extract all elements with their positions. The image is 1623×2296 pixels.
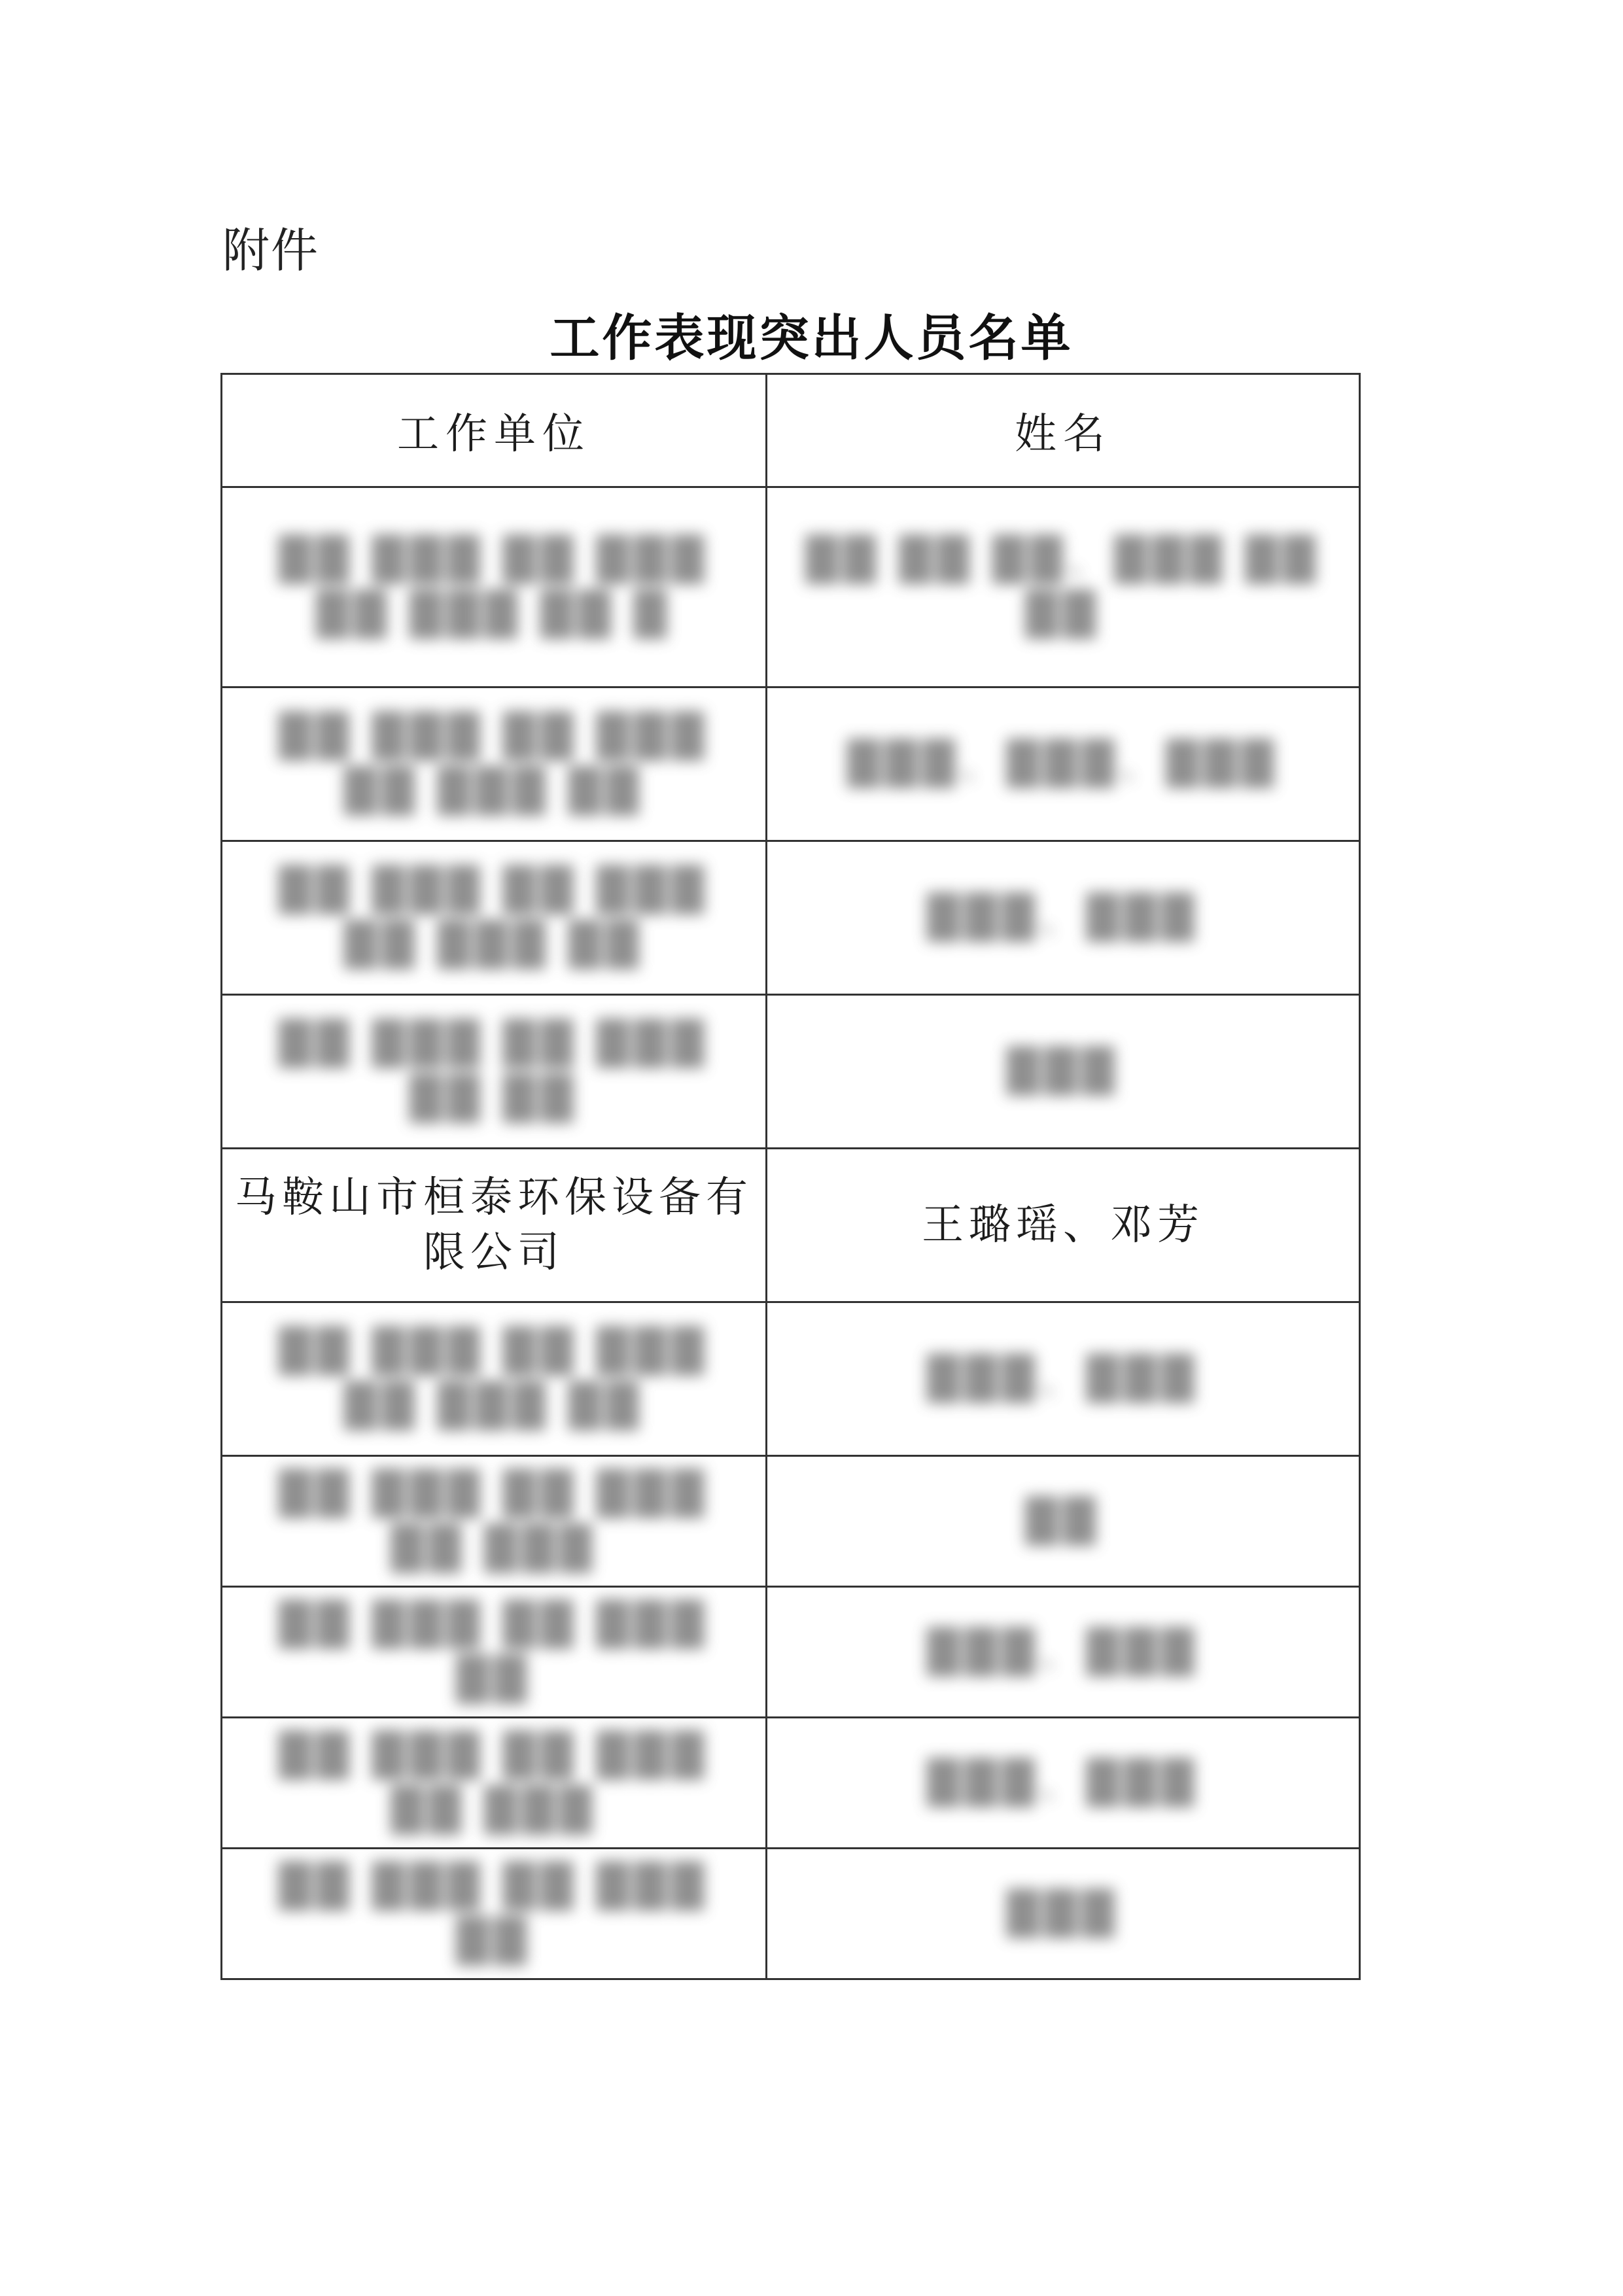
redacted-unit-cell: ██ ███ ██ ███ ██ ███ ██	[222, 687, 767, 841]
attachment-label: 附件	[222, 223, 320, 278]
redacted-name-cell: ███	[767, 1849, 1360, 1979]
redacted-unit-cell: ██ ███ ██ ███ ██ ███	[222, 1456, 767, 1587]
redacted-name-cell: ██	[767, 1456, 1360, 1587]
redacted-name-cell: ███、███	[767, 1587, 1360, 1718]
redacted-name-cell: ███、███	[767, 841, 1360, 995]
table-row	[222, 1302, 1360, 1456]
redacted-unit-cell: ██ ███ ██ ███ ██ ███ ██	[222, 1302, 767, 1456]
table-header-row	[222, 374, 1360, 487]
redacted-unit-cell: ██ ███ ██ ███ ██ ███ ██ █	[222, 487, 767, 687]
redacted-name-cell: ███	[767, 995, 1360, 1149]
table-row	[222, 1149, 1360, 1302]
table-row	[222, 1587, 1360, 1718]
document-title: 工作表现突出人员名单	[550, 309, 1073, 367]
table-row	[222, 1456, 1360, 1587]
unit-cell: 马鞍山市桓泰环保设备有限公司	[222, 1149, 767, 1302]
table-row	[222, 487, 1360, 687]
redacted-name-cell: ███、███	[767, 1302, 1360, 1456]
redacted-name-cell: ███、███	[767, 1718, 1360, 1849]
table-row	[222, 1849, 1360, 1979]
redacted-name-cell: ███、███、███	[767, 687, 1360, 841]
table-row	[222, 1718, 1360, 1849]
redacted-unit-cell: ██ ███ ██ ███ ██	[222, 1849, 767, 1979]
header-unit: 工作单位	[222, 374, 767, 487]
redacted-name-cell: ██ ██ ██、███ ██ ██	[767, 487, 1360, 687]
header-name: 姓名	[767, 374, 1360, 487]
redacted-unit-cell: ██ ███ ██ ███ ██ ███	[222, 1718, 767, 1849]
name-cell: 王璐瑶、邓芳	[767, 1149, 1360, 1302]
personnel-table	[220, 373, 1361, 1980]
redacted-unit-cell: ██ ███ ██ ███ ██ ██	[222, 995, 767, 1149]
table-row	[222, 995, 1360, 1149]
redacted-unit-cell: ██ ███ ██ ███ ██ ███ ██	[222, 841, 767, 995]
table-row	[222, 687, 1360, 841]
redacted-unit-cell: ██ ███ ██ ███ ██	[222, 1587, 767, 1718]
table-row	[222, 841, 1360, 995]
